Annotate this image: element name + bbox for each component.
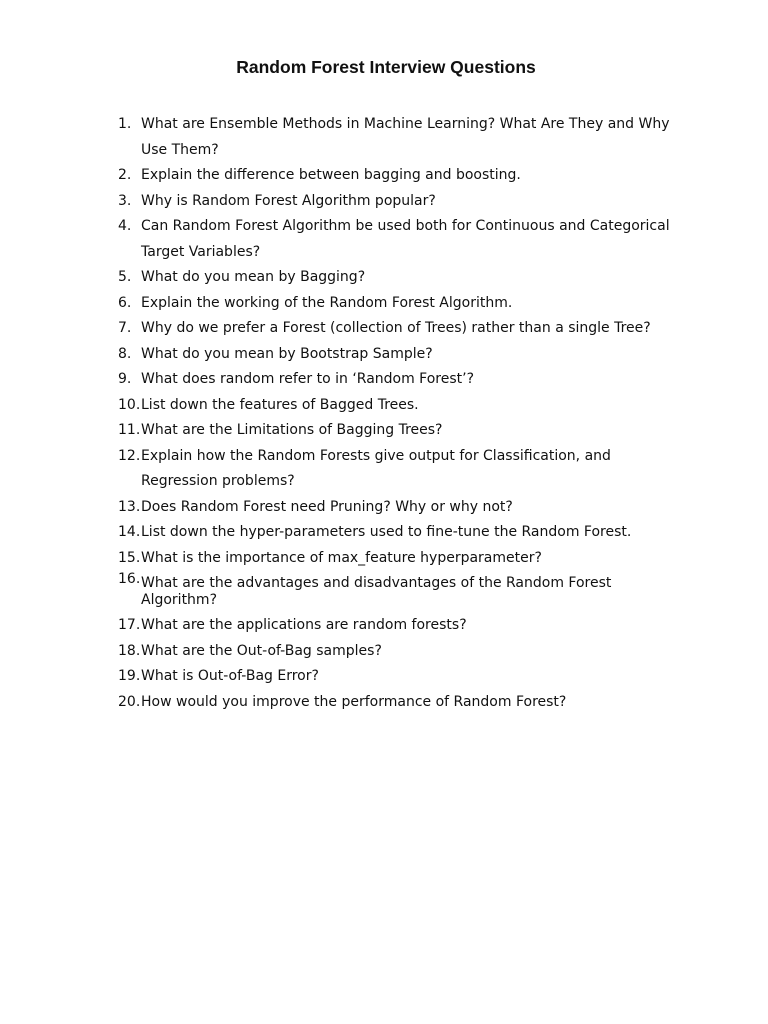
question-number: 8. [118, 345, 132, 362]
question-text: What do you mean by Bagging? [141, 269, 366, 285]
question-number: 4. [118, 218, 132, 234]
question-text: What are the advantages and disadvantages of the Random Forest Algorithm? [141, 575, 612, 608]
question-item [118, 265, 678, 291]
question-item [118, 495, 678, 521]
question-item [118, 571, 678, 613]
question-item [118, 639, 678, 665]
question-item [118, 316, 678, 342]
question-item [118, 189, 678, 215]
question-text: Why is Random Forest Algorithm popular? [141, 192, 436, 209]
question-text: What are the Limitations of Bagging Trees? [141, 422, 443, 438]
question-text: What are the applications are random forests? [141, 617, 467, 633]
question-text: Can Random Forest Algorithm be used both for Continuous and Categorical Target Variables? [141, 218, 670, 260]
question-number: 11. [118, 422, 141, 438]
question-number: 15. [118, 549, 141, 566]
question-item [118, 367, 678, 393]
question-text: What are the Out-of-Bag samples? [141, 642, 382, 659]
question-item [118, 613, 678, 639]
question-number: 6. [118, 294, 132, 311]
question-item [118, 690, 678, 716]
question-number: 18. [118, 642, 141, 659]
question-number: 17. [118, 617, 141, 633]
question-text: Explain the working of the Random Forest Algorithm. [141, 294, 513, 311]
question-list [118, 112, 678, 715]
question-number: 1. [118, 116, 132, 132]
question-number: 5. [118, 269, 132, 285]
question-text: What are Ensemble Methods in Machine Learning? What Are They and Why Use Them? [141, 116, 670, 158]
question-text: Does Random Forest need Pruning? Why or why not? [141, 498, 513, 515]
document-title: Random Forest Interview Questions [236, 57, 536, 77]
question-number: 20. [118, 693, 141, 710]
question-text: List down the hyper-parameters used to fine-tune the Random Forest. [141, 524, 632, 540]
question-text: What do you mean by Bootstrap Sample? [141, 345, 433, 362]
question-number: 12. [118, 447, 141, 464]
question-number: 7. [118, 320, 132, 336]
question-number: 19. [118, 668, 141, 684]
question-number: 9. [118, 371, 132, 387]
question-number: 3. [118, 192, 132, 209]
question-text: How would you improve the performance of Random Forest? [141, 693, 567, 710]
question-text: Explain how the Random Forests give output for Classification, and Regression problems? [141, 447, 611, 489]
question-item [118, 342, 678, 368]
question-item [118, 393, 678, 419]
question-number: 2. [118, 167, 132, 183]
question-item [118, 546, 678, 572]
question-text: List down the features of Bagged Trees. [141, 396, 419, 413]
question-number: 10. [118, 396, 141, 413]
question-item [118, 214, 678, 265]
question-number: 13. [118, 498, 141, 515]
question-number: 16. [118, 571, 141, 587]
question-item [118, 520, 678, 546]
question-number: 14. [118, 524, 141, 540]
question-text: Explain the difference between bagging and boosting. [141, 167, 521, 183]
question-text: Why do we prefer a Forest (collection of Trees) rather than a single Tree? [141, 320, 651, 336]
question-item [118, 112, 678, 163]
question-item [118, 163, 678, 189]
question-item [118, 664, 678, 690]
question-text: What is Out-of-Bag Error? [141, 668, 319, 684]
question-item [118, 418, 678, 444]
question-item [118, 444, 678, 495]
question-text: What is the importance of max_feature hyperparameter? [141, 549, 542, 566]
question-item [118, 291, 678, 317]
question-text: What does random refer to in ‘Random Forest’? [141, 371, 475, 387]
